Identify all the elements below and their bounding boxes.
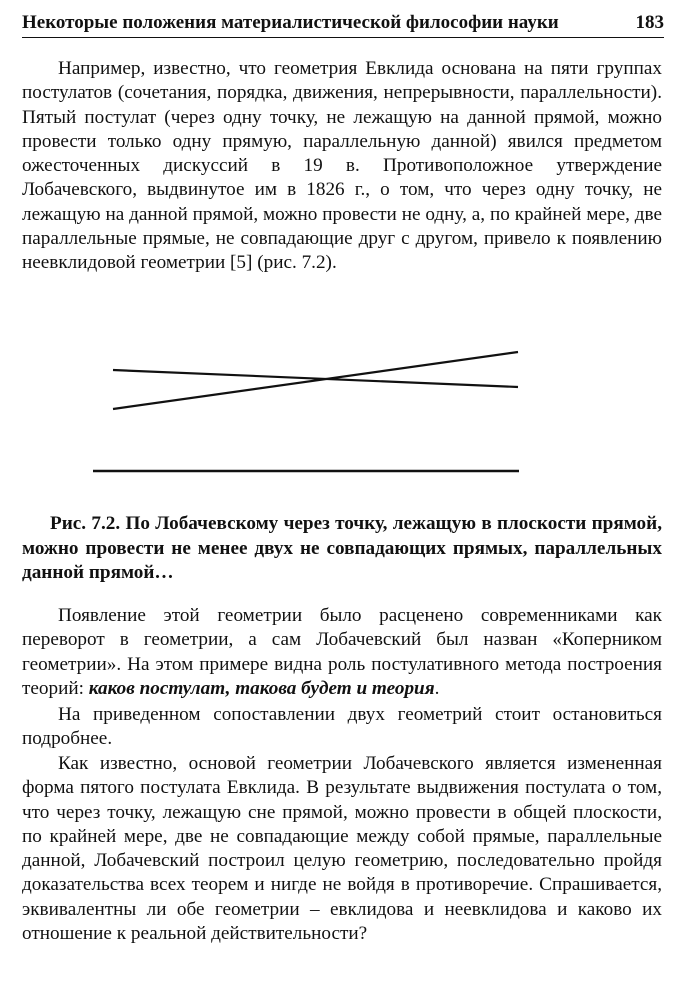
paragraph-revolution (22, 604, 662, 701)
running-header (22, 12, 664, 38)
parallel-line-b (113, 352, 518, 409)
paragraph-text: Появление этой геометрии было расценено современниками как переворот в геометрии, а сам Лобачевский был назван «Коперником геометрии». На этом примере видна роль постулативного метода построения теорий: (22, 605, 662, 699)
paragraph-text-end: . (434, 677, 440, 699)
paragraph-euclid-postulates: Например, известно, что геометрия Евклида основана на пяти группах постулатов (сочетания, порядка, движения, непрерывности, параллельности). Пятый постулат (через одну точку, не лежащую на данной прямой, можно провести только одну прямую, параллельную данной) явился предметом ожесточенных дискуссий в 19 в. Противоположное утверждение Лобачевского, выдвинутое им в 1826 г., о том, что через одну точку, не лежащую на данной прямой, можно провести не одну, а, по крайней мере, две параллельные прямые, не совпадающие друг с другом, привело к появлению неевклидовой геометрии [5] (рис. 7.2). (22, 58, 662, 274)
figure-lobachevsky-parallels (0, 330, 684, 490)
paragraph-comparison: На приведенном сопоставлении двух геометрий стоит остановиться подробнее. (22, 704, 662, 750)
paragraph-fifth-postulate: Как известно, основой геометрии Лобачевского является измененная форма пятого постулата Евклида. В результате выдвижения постулата о том, что через точку, лежащую сне прямой, можно провести в общей плоскости, по крайней мере, две не совпадающие между собой прямые, параллельные данной, Лобачевский построил целую геометрию, последовательно пройдя доказательства всех теорем и нигде не войдя в противоречие. Спрашивается, эквивалентны ли обе геометрии – евклидова и неевклидова и каково их отношение к реальной действительности? (22, 753, 662, 945)
header-title: Некоторые положения материалистической философии науки (22, 12, 559, 33)
parallel-line-a (113, 370, 518, 387)
page-number: 183 (635, 12, 664, 33)
figure-caption: Рис. 7.2. По Лобачевскому через точку, лежащую в плоскости прямой, можно провести не менее двух не совпадающих прямых, параллельных данной прямой… (22, 513, 662, 583)
emphasized-phrase: каков постулат, такова будет и теория (88, 677, 435, 699)
